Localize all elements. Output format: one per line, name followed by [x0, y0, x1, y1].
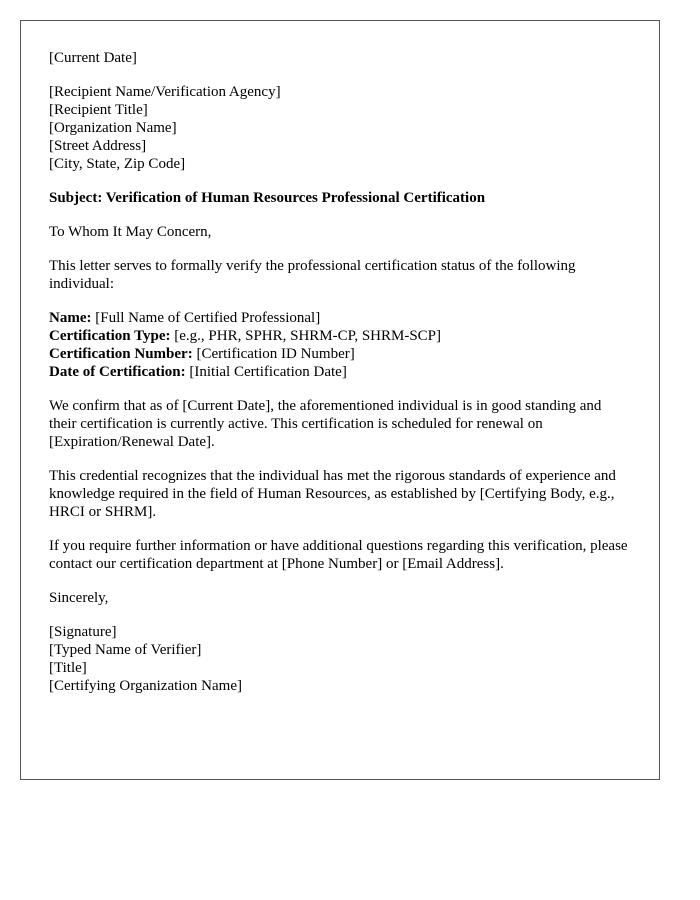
- detail-value: [e.g., PHR, SPHR, SHRM-CP, SHRM-SCP]: [170, 328, 442, 344]
- credential-paragraph: This credential recognizes that the individual has met the rigorous standards of experience and knowledge required in the field of Human Resources, as established by [Certifying Body, e.g., HRCI or SHRM].: [49, 468, 616, 520]
- detail-label: Name:: [49, 310, 92, 326]
- detail-label: Certification Type:: [49, 328, 171, 344]
- detail-value: [Initial Certification Date]: [185, 364, 347, 380]
- recipient-name: [Recipient Name/Verification Agency]: [49, 84, 281, 100]
- detail-type-row: [49, 327, 631, 345]
- detail-number-row: [49, 345, 631, 363]
- detail-value: [Certification ID Number]: [192, 346, 355, 362]
- detail-label: Certification Number:: [49, 346, 193, 362]
- verification-letter: [20, 20, 660, 780]
- subject-line: Subject: Verification of Human Resources Professional Certification: [49, 190, 486, 206]
- verifier-typed-name: [Typed Name of Verifier]: [49, 642, 202, 658]
- certifying-organization: [Certifying Organization Name]: [49, 678, 242, 694]
- detail-name-row: [49, 309, 631, 327]
- salutation: To Whom It May Concern,: [49, 224, 212, 240]
- detail-label: Date of Certification:: [49, 364, 186, 380]
- certification-details: [49, 309, 631, 381]
- recipient-title: [Recipient Title]: [49, 102, 148, 118]
- detail-date-row: [49, 363, 631, 381]
- recipient-city: [City, State, Zip Code]: [49, 156, 186, 172]
- status-paragraph: We confirm that as of [Current Date], the aforementioned individual is in good standing and their certification is currently active. This certification is scheduled for renewal on [Expiration/Renewal Date].: [49, 398, 602, 450]
- signature-block: [49, 623, 631, 695]
- closing: Sincerely,: [49, 590, 109, 606]
- contact-paragraph: If you require further information or have additional questions regarding this verification, please contact our certification department at [Phone Number] or [Email Address].: [49, 538, 628, 572]
- intro-paragraph: This letter serves to formally verify the professional certification status of the following individual:: [49, 258, 576, 292]
- detail-value: [Full Name of Certified Professional]: [91, 310, 321, 326]
- verifier-title: [Title]: [49, 660, 87, 676]
- signature-placeholder: [Signature]: [49, 624, 117, 640]
- recipient-organization: [Organization Name]: [49, 120, 177, 136]
- recipient-street: [Street Address]: [49, 138, 147, 154]
- recipient-address-block: [49, 83, 631, 173]
- date-text: [Current Date]: [49, 50, 137, 66]
- letter-date: [49, 49, 631, 67]
